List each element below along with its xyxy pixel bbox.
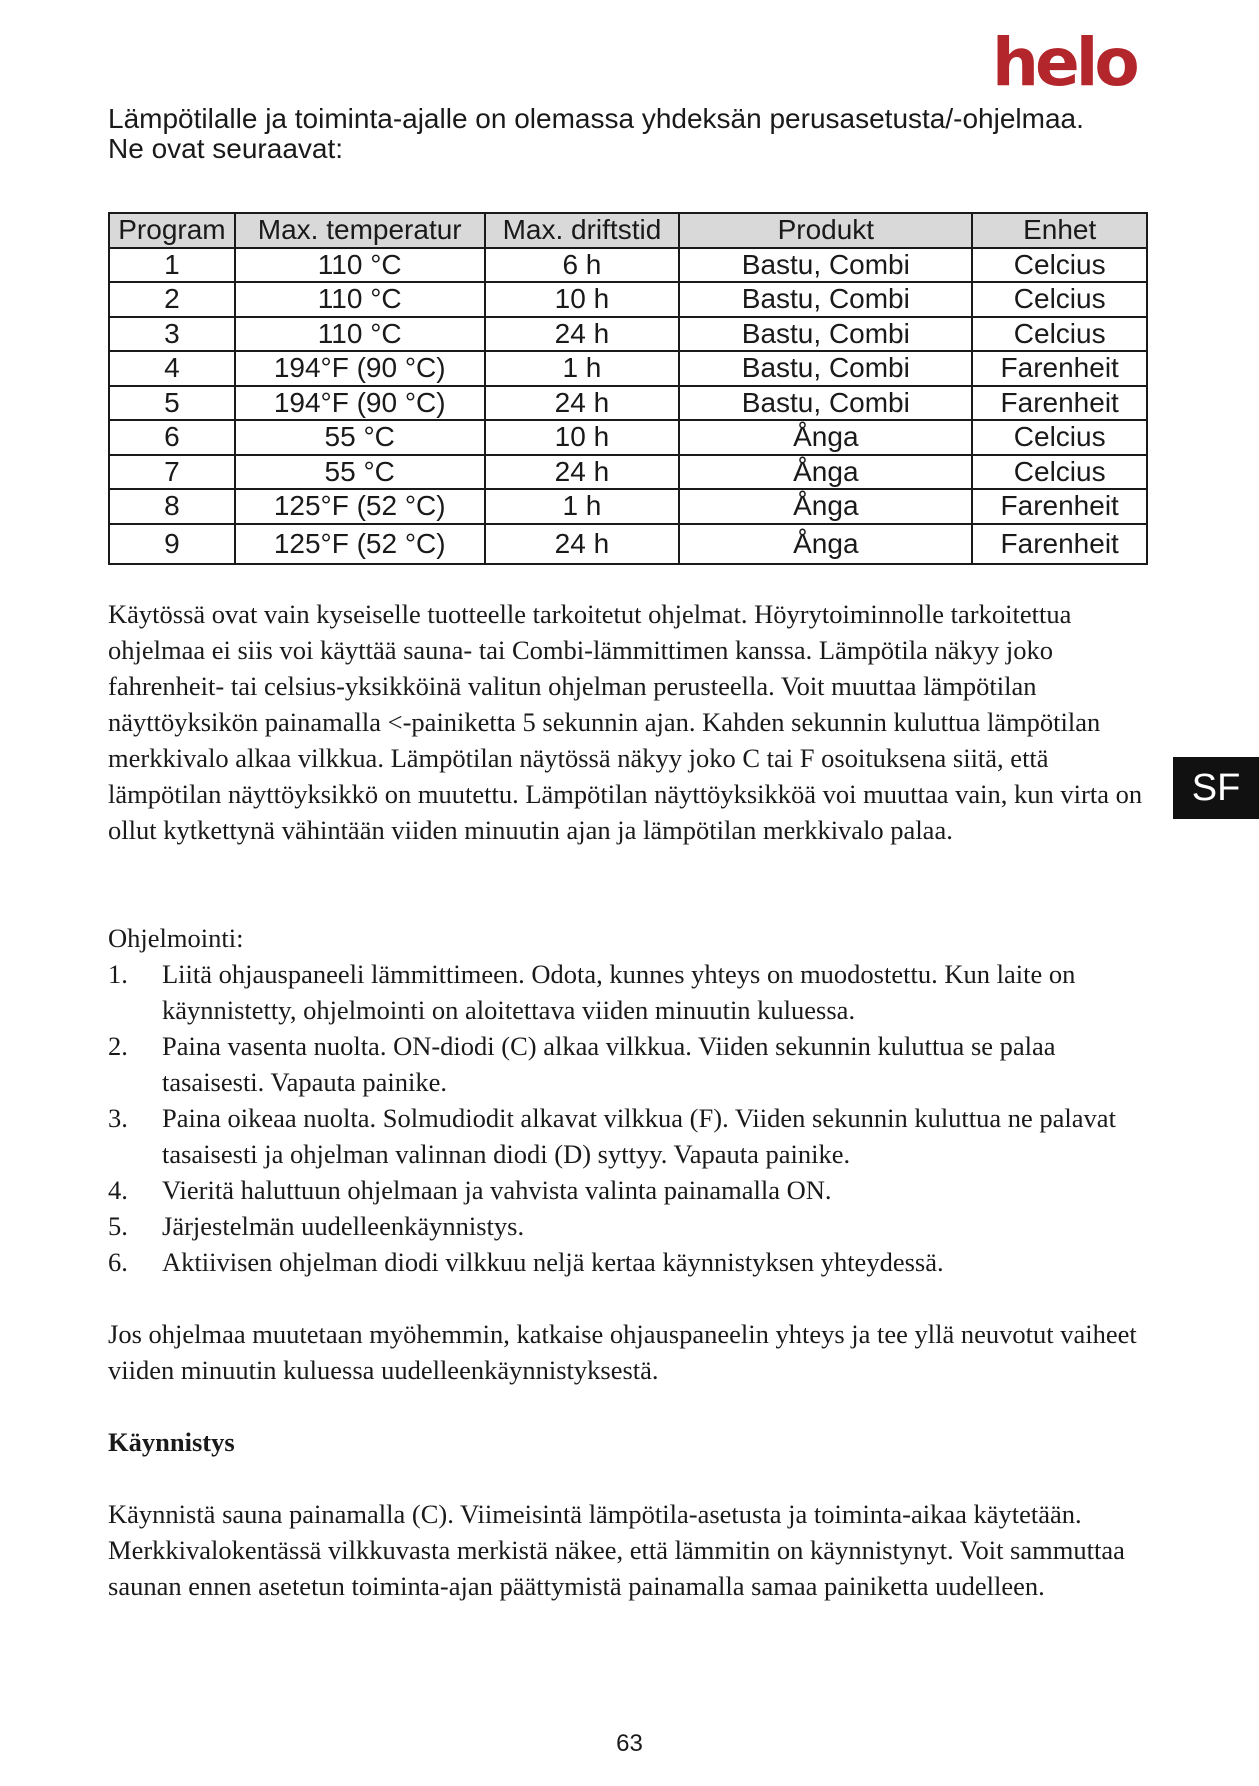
cell-temperature: 110 °C (235, 317, 485, 352)
cell-unit: Farenheit (972, 524, 1147, 564)
cell-program: 7 (109, 455, 235, 490)
list-item (108, 956, 1158, 1028)
cell-product: Ånga (679, 524, 972, 564)
cell-product: Bastu, Combi (679, 317, 972, 352)
step-text: Liitä ohjauspaneeli lämmittimeen. Odota, kunnes yhteys on muodostettu. Kun laite on käynnistetty, ohjelmointi on aloitettava viiden minuutin kuluessa. (162, 959, 1076, 1025)
step-text: Paina oikeaa nuolta. Solmudiodit alkavat vilkkua (F). Viiden sekunnin kuluttua ne palavat tasaisesti ja ohjelman valinnan diodi (D) syttyy. Vapauta painike. (162, 1103, 1116, 1169)
header-max-temperature: Max. temperatur (235, 213, 485, 248)
step-number: 3. (108, 1103, 128, 1133)
cell-temperature: 110 °C (235, 282, 485, 317)
cell-program: 6 (109, 420, 235, 455)
cell-runtime: 24 h (485, 317, 680, 352)
table-row (109, 386, 1147, 421)
step-text: Järjestelmän uudelleenkäynnistys. (162, 1211, 525, 1241)
cell-unit: Celcius (972, 317, 1147, 352)
header-max-runtime: Max. driftstid (485, 213, 680, 248)
helo-logo: helo (992, 24, 1136, 101)
cell-temperature: 55 °C (235, 455, 485, 490)
cell-unit: Celcius (972, 420, 1147, 455)
cell-unit: Celcius (972, 248, 1147, 283)
product-programs-paragraph: Käytössä ovat vain kyseiselle tuotteelle tarkoitetut ohjelmat. Höyrytoiminnolle tarkoitettua ohjelmaa ei siis voi käyttää sauna- tai Combi-lämmittimen kanssa. Lämpötila näkyy joko fahrenheit- tai celsius-yksikköinä valitun ohjelman perusteella. Voit muuttaa lämpötilan näyttöyksikön painamalla <-painiketta 5 sekunnin ajan. Kahden sekunnin kuluttua lämpötilan merkkivalo alkaa vilkkua. Lämpötilan näytössä näkyy joko C tai F osoituksena siitä, että lämpötilan näyttöyksikkö on muutettu. Lämpötilan näyttöyksikköä voi muuttaa vain, kun virta on ollut kytkettynä vähintään viiden minuutin ajan ja lämpötilan merkkivalo palaa. (108, 599, 1143, 845)
cell-program: 1 (109, 248, 235, 283)
cell-program: 8 (109, 489, 235, 524)
cell-unit: Farenheit (972, 351, 1147, 386)
cell-runtime: 24 h (485, 455, 680, 490)
reprogramming-paragraph: Jos ohjelmaa muutetaan myöhemmin, katkaise ohjauspaneelin yhteys ja tee yllä neuvotut vaiheet viiden minuutin kuluessa uudelleenkäynnistyksestä. (108, 1319, 1137, 1385)
table-row (109, 420, 1147, 455)
cell-runtime: 10 h (485, 420, 680, 455)
table-row (109, 351, 1147, 386)
language-tab-sf: SF (1173, 757, 1259, 819)
cell-temperature: 110 °C (235, 248, 485, 283)
cell-temperature: 55 °C (235, 420, 485, 455)
header-program: Program (109, 213, 235, 248)
step-text: Paina vasenta nuolta. ON-diodi (C) alkaa vilkkua. Viiden sekunnin kuluttua se palaa tasaisesti. Vapauta painike. (162, 1031, 1056, 1097)
cell-temperature: 125°F (52 °C) (235, 524, 485, 564)
cell-product: Ånga (679, 455, 972, 490)
cell-program: 3 (109, 317, 235, 352)
cell-runtime: 1 h (485, 489, 680, 524)
cell-temperature: 194°F (90 °C) (235, 351, 485, 386)
startup-paragraph: Käynnistä sauna painamalla (C). Viimeisintä lämpötila-asetusta ja toiminta-aikaa käytetään. Merkkivalokentässä vilkkuvasta merkistä näkee, että lämmitin on käynnistynyt. Voit sammuttaa saunan ennen asetetun toiminta-ajan päättymistä painamalla samaa painiketta uudelleen. (108, 1499, 1125, 1601)
step-number: 5. (108, 1211, 128, 1241)
page-number: 63 (616, 1730, 643, 1757)
cell-program: 5 (109, 386, 235, 421)
list-item (108, 1208, 1158, 1244)
step-number: 6. (108, 1247, 128, 1277)
step-number: 4. (108, 1175, 128, 1205)
cell-temperature: 194°F (90 °C) (235, 386, 485, 421)
table-row (109, 282, 1147, 317)
cell-product: Bastu, Combi (679, 282, 972, 317)
programming-label: Ohjelmointi: (108, 923, 244, 953)
step-text: Vieritä haluttuun ohjelmaan ja vahvista valinta painamalla ON. (162, 1175, 832, 1205)
cell-runtime: 10 h (485, 282, 680, 317)
cell-runtime: 24 h (485, 524, 680, 564)
startup-heading: Käynnistys (108, 1427, 235, 1457)
programming-steps (108, 956, 1158, 1280)
table-row (109, 317, 1147, 352)
table-row (109, 524, 1147, 564)
cell-program: 2 (109, 282, 235, 317)
cell-unit: Farenheit (972, 386, 1147, 421)
cell-product: Ånga (679, 420, 972, 455)
step-text: Aktiivisen ohjelman diodi vilkkuu neljä kertaa käynnistyksen yhteydessä. (162, 1247, 944, 1277)
cell-unit: Farenheit (972, 489, 1147, 524)
cell-product: Bastu, Combi (679, 248, 972, 283)
header-unit: Enhet (972, 213, 1147, 248)
cell-unit: Celcius (972, 455, 1147, 490)
table-row (109, 489, 1147, 524)
step-number: 2. (108, 1031, 128, 1061)
cell-runtime: 24 h (485, 386, 680, 421)
cell-temperature: 125°F (52 °C) (235, 489, 485, 524)
cell-product: Ånga (679, 489, 972, 524)
step-number: 1. (108, 959, 128, 989)
list-item (108, 1244, 1158, 1280)
cell-runtime: 1 h (485, 351, 680, 386)
list-item (108, 1172, 1158, 1208)
cell-product: Bastu, Combi (679, 386, 972, 421)
cell-unit: Celcius (972, 282, 1147, 317)
intro-text: Lämpötilalle ja toiminta-ajalle on olemassa yhdeksän perusasetusta/-ohjelmaa. Ne ovat seuraavat: (108, 103, 1084, 164)
header-product: Produkt (679, 213, 972, 248)
table-row (109, 455, 1147, 490)
list-item (108, 1028, 1158, 1100)
program-table (108, 212, 1148, 565)
cell-product: Bastu, Combi (679, 351, 972, 386)
table-header-row (109, 213, 1147, 248)
list-item (108, 1100, 1158, 1172)
table-row (109, 248, 1147, 283)
cell-program: 9 (109, 524, 235, 564)
cell-program: 4 (109, 351, 235, 386)
cell-runtime: 6 h (485, 248, 680, 283)
